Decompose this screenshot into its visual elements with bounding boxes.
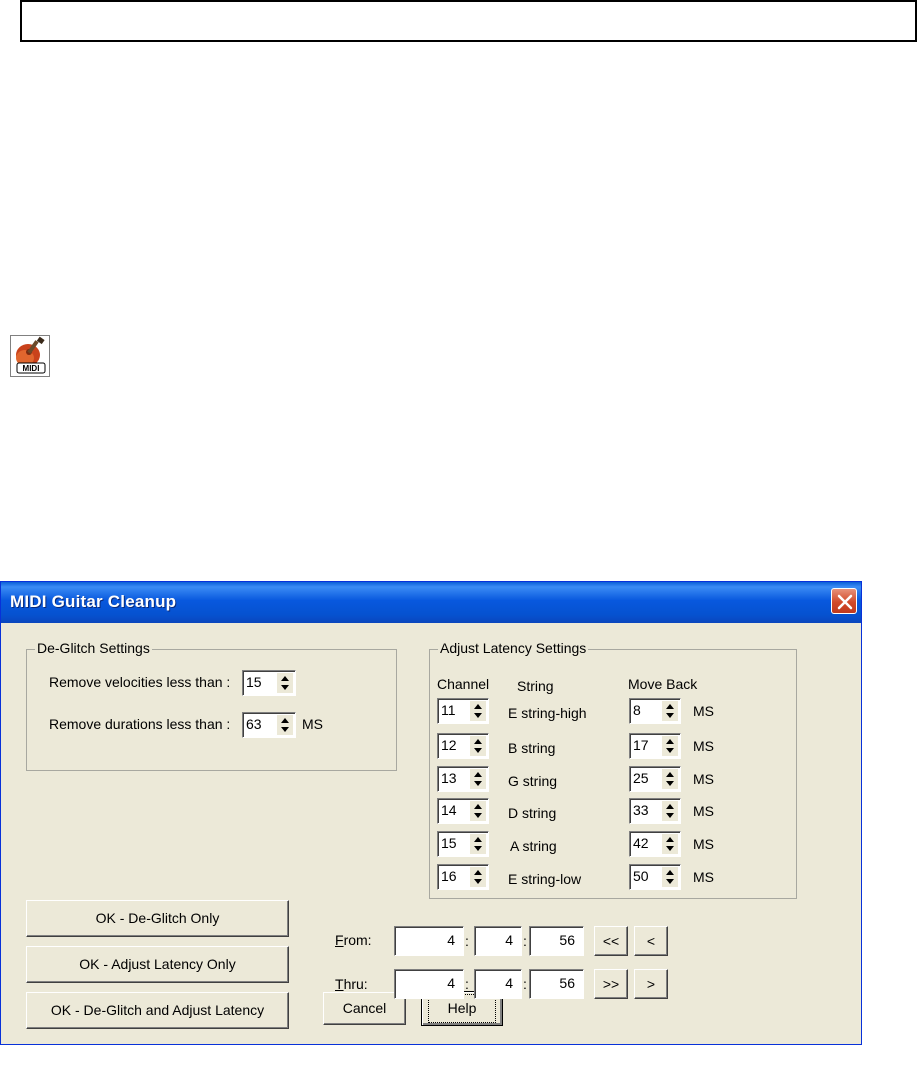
help-text: Help	[447, 1000, 477, 1016]
spin-up-icon[interactable]	[662, 736, 678, 746]
move-back-value: 25	[633, 770, 649, 786]
channel-value: 14	[441, 802, 457, 818]
move-back-column-header: Move Back	[628, 676, 698, 692]
duration-value: 63	[246, 716, 262, 732]
spin-up-icon[interactable]	[277, 673, 293, 683]
title-bar[interactable]	[1, 582, 861, 623]
spin-up-icon[interactable]	[662, 834, 678, 844]
channel-column-header: Channel	[437, 676, 490, 692]
go-to-end-button[interactable]	[594, 969, 628, 999]
spin-down-icon[interactable]	[662, 844, 678, 854]
svg-text:MIDI: MIDI	[22, 364, 40, 373]
deglitch-settings-group	[26, 640, 397, 771]
thru-tick-value: 56	[559, 975, 575, 991]
thru-label-mnemonic: T	[335, 976, 344, 992]
deglitch-settings-legend: De-Glitch Settings	[37, 640, 150, 656]
ok-deglitch-only-button[interactable]	[26, 900, 289, 937]
string-name: E string-high	[508, 705, 587, 721]
midi-guitar-icon[interactable]	[10, 335, 50, 377]
spin-up-icon[interactable]	[470, 801, 486, 811]
next-label: >	[646, 976, 656, 992]
string-name: B string	[508, 740, 556, 756]
channel-value: 12	[441, 737, 457, 753]
from-label-rest: rom:	[343, 932, 372, 948]
spin-down-icon[interactable]	[277, 683, 293, 693]
spin-down-icon[interactable]	[470, 844, 486, 854]
from-bar-value: 4	[447, 932, 455, 948]
from-beat-field[interactable]	[474, 926, 522, 956]
spin-down-icon[interactable]	[277, 725, 293, 735]
go-to-start-label: <<	[602, 933, 620, 949]
velocity-value: 15	[246, 674, 262, 690]
move-back-spinner[interactable]	[629, 766, 681, 792]
channel-spinner[interactable]	[437, 864, 489, 890]
duration-label: Remove durations less than :	[49, 716, 231, 732]
spin-down-icon[interactable]	[470, 711, 486, 721]
close-button[interactable]	[831, 588, 857, 614]
move-back-spinner[interactable]	[629, 733, 681, 759]
from-separator-1: :	[465, 933, 469, 949]
spin-down-icon[interactable]	[662, 746, 678, 756]
ok-deglitch-only-label: OK - De-Glitch Only	[95, 910, 220, 926]
move-back-unit: MS	[693, 703, 714, 719]
move-back-unit: MS	[693, 738, 714, 754]
previous-button[interactable]	[634, 926, 668, 956]
string-column-header: String	[517, 678, 554, 694]
velocity-label: Remove velocities less than :	[49, 674, 231, 690]
thru-separator-1: :	[465, 976, 469, 992]
move-back-spinner[interactable]	[629, 698, 681, 724]
spin-up-icon[interactable]	[470, 834, 486, 844]
spin-down-icon[interactable]	[470, 746, 486, 756]
thru-beat-field[interactable]	[474, 969, 522, 999]
channel-spinner[interactable]	[437, 733, 489, 759]
move-back-unit: MS	[693, 869, 714, 885]
move-back-spinner[interactable]	[629, 831, 681, 857]
spin-up-icon[interactable]	[662, 867, 678, 877]
channel-spinner[interactable]	[437, 798, 489, 824]
move-back-spinner[interactable]	[629, 864, 681, 890]
previous-label: <	[646, 933, 656, 949]
move-back-unit: MS	[693, 803, 714, 819]
from-bar-field[interactable]	[394, 926, 464, 956]
move-back-spinner[interactable]	[629, 798, 681, 824]
from-separator-2: :	[523, 933, 527, 949]
spin-down-icon[interactable]	[662, 811, 678, 821]
channel-value: 11	[441, 702, 456, 718]
spin-up-icon[interactable]	[662, 801, 678, 811]
spin-up-icon[interactable]	[277, 715, 293, 725]
move-back-value: 17	[633, 737, 649, 753]
string-name: G string	[508, 773, 558, 789]
spin-down-icon[interactable]	[662, 779, 678, 789]
move-back-value: 8	[633, 702, 641, 718]
spin-up-icon[interactable]	[470, 867, 486, 877]
move-back-value: 50	[633, 868, 649, 884]
spin-up-icon[interactable]	[470, 701, 486, 711]
go-to-start-button[interactable]	[594, 926, 628, 956]
spin-up-icon[interactable]	[662, 701, 678, 711]
ok-deglitch-and-adjust-latency-button[interactable]	[26, 992, 289, 1029]
from-tick-value: 56	[559, 932, 575, 948]
spin-up-icon[interactable]	[470, 769, 486, 779]
duration-spinner[interactable]	[242, 712, 296, 738]
channel-value: 15	[441, 835, 457, 851]
spin-up-icon[interactable]	[662, 769, 678, 779]
move-back-value: 33	[633, 802, 649, 818]
spin-up-icon[interactable]	[470, 736, 486, 746]
spin-down-icon[interactable]	[470, 877, 486, 887]
channel-spinner[interactable]	[437, 766, 489, 792]
ok-deglitch-and-adjust-latency-label: OK - De-Glitch and Adjust Latency	[50, 1002, 265, 1018]
midi-guitar-cleanup-dialog	[0, 581, 862, 1045]
channel-spinner[interactable]	[437, 698, 489, 724]
thru-bar-field[interactable]	[394, 969, 464, 999]
velocity-spinner[interactable]	[242, 670, 296, 696]
channel-spinner[interactable]	[437, 831, 489, 857]
close-icon	[836, 593, 854, 611]
move-back-unit: MS	[693, 771, 714, 787]
cancel-label: Cancel	[342, 1000, 387, 1016]
thru-bar-value: 4	[447, 975, 455, 991]
spin-down-icon[interactable]	[662, 711, 678, 721]
from-label	[335, 932, 372, 948]
channel-value: 16	[441, 868, 457, 884]
from-label-mnemonic: F	[335, 932, 344, 948]
spin-down-icon[interactable]	[662, 877, 678, 887]
string-name: D string	[508, 805, 557, 821]
spin-down-icon[interactable]	[470, 811, 486, 821]
string-name: A string	[510, 838, 557, 854]
thru-label	[335, 976, 368, 992]
ok-adjust-latency-only-label: OK - Adjust Latency Only	[79, 956, 236, 972]
latency-settings-legend: Adjust Latency Settings	[440, 640, 587, 656]
thru-separator-2: :	[523, 976, 527, 992]
spin-down-icon[interactable]	[470, 779, 486, 789]
empty-frame-box	[20, 0, 917, 42]
thru-beat-value: 4	[505, 975, 513, 991]
ok-adjust-latency-only-button[interactable]	[26, 946, 289, 983]
string-name: E string-low	[508, 871, 582, 887]
move-back-unit: MS	[693, 836, 714, 852]
next-button[interactable]	[634, 969, 668, 999]
channel-value: 13	[441, 770, 457, 786]
from-tick-field[interactable]	[529, 926, 584, 956]
duration-unit: MS	[302, 716, 323, 732]
dialog-title: MIDI Guitar Cleanup	[10, 592, 177, 611]
go-to-end-label: >>	[602, 976, 620, 992]
thru-label-rest: hru:	[343, 976, 368, 992]
thru-tick-field[interactable]	[529, 969, 584, 999]
from-beat-value: 4	[505, 932, 513, 948]
move-back-value: 42	[633, 835, 649, 851]
